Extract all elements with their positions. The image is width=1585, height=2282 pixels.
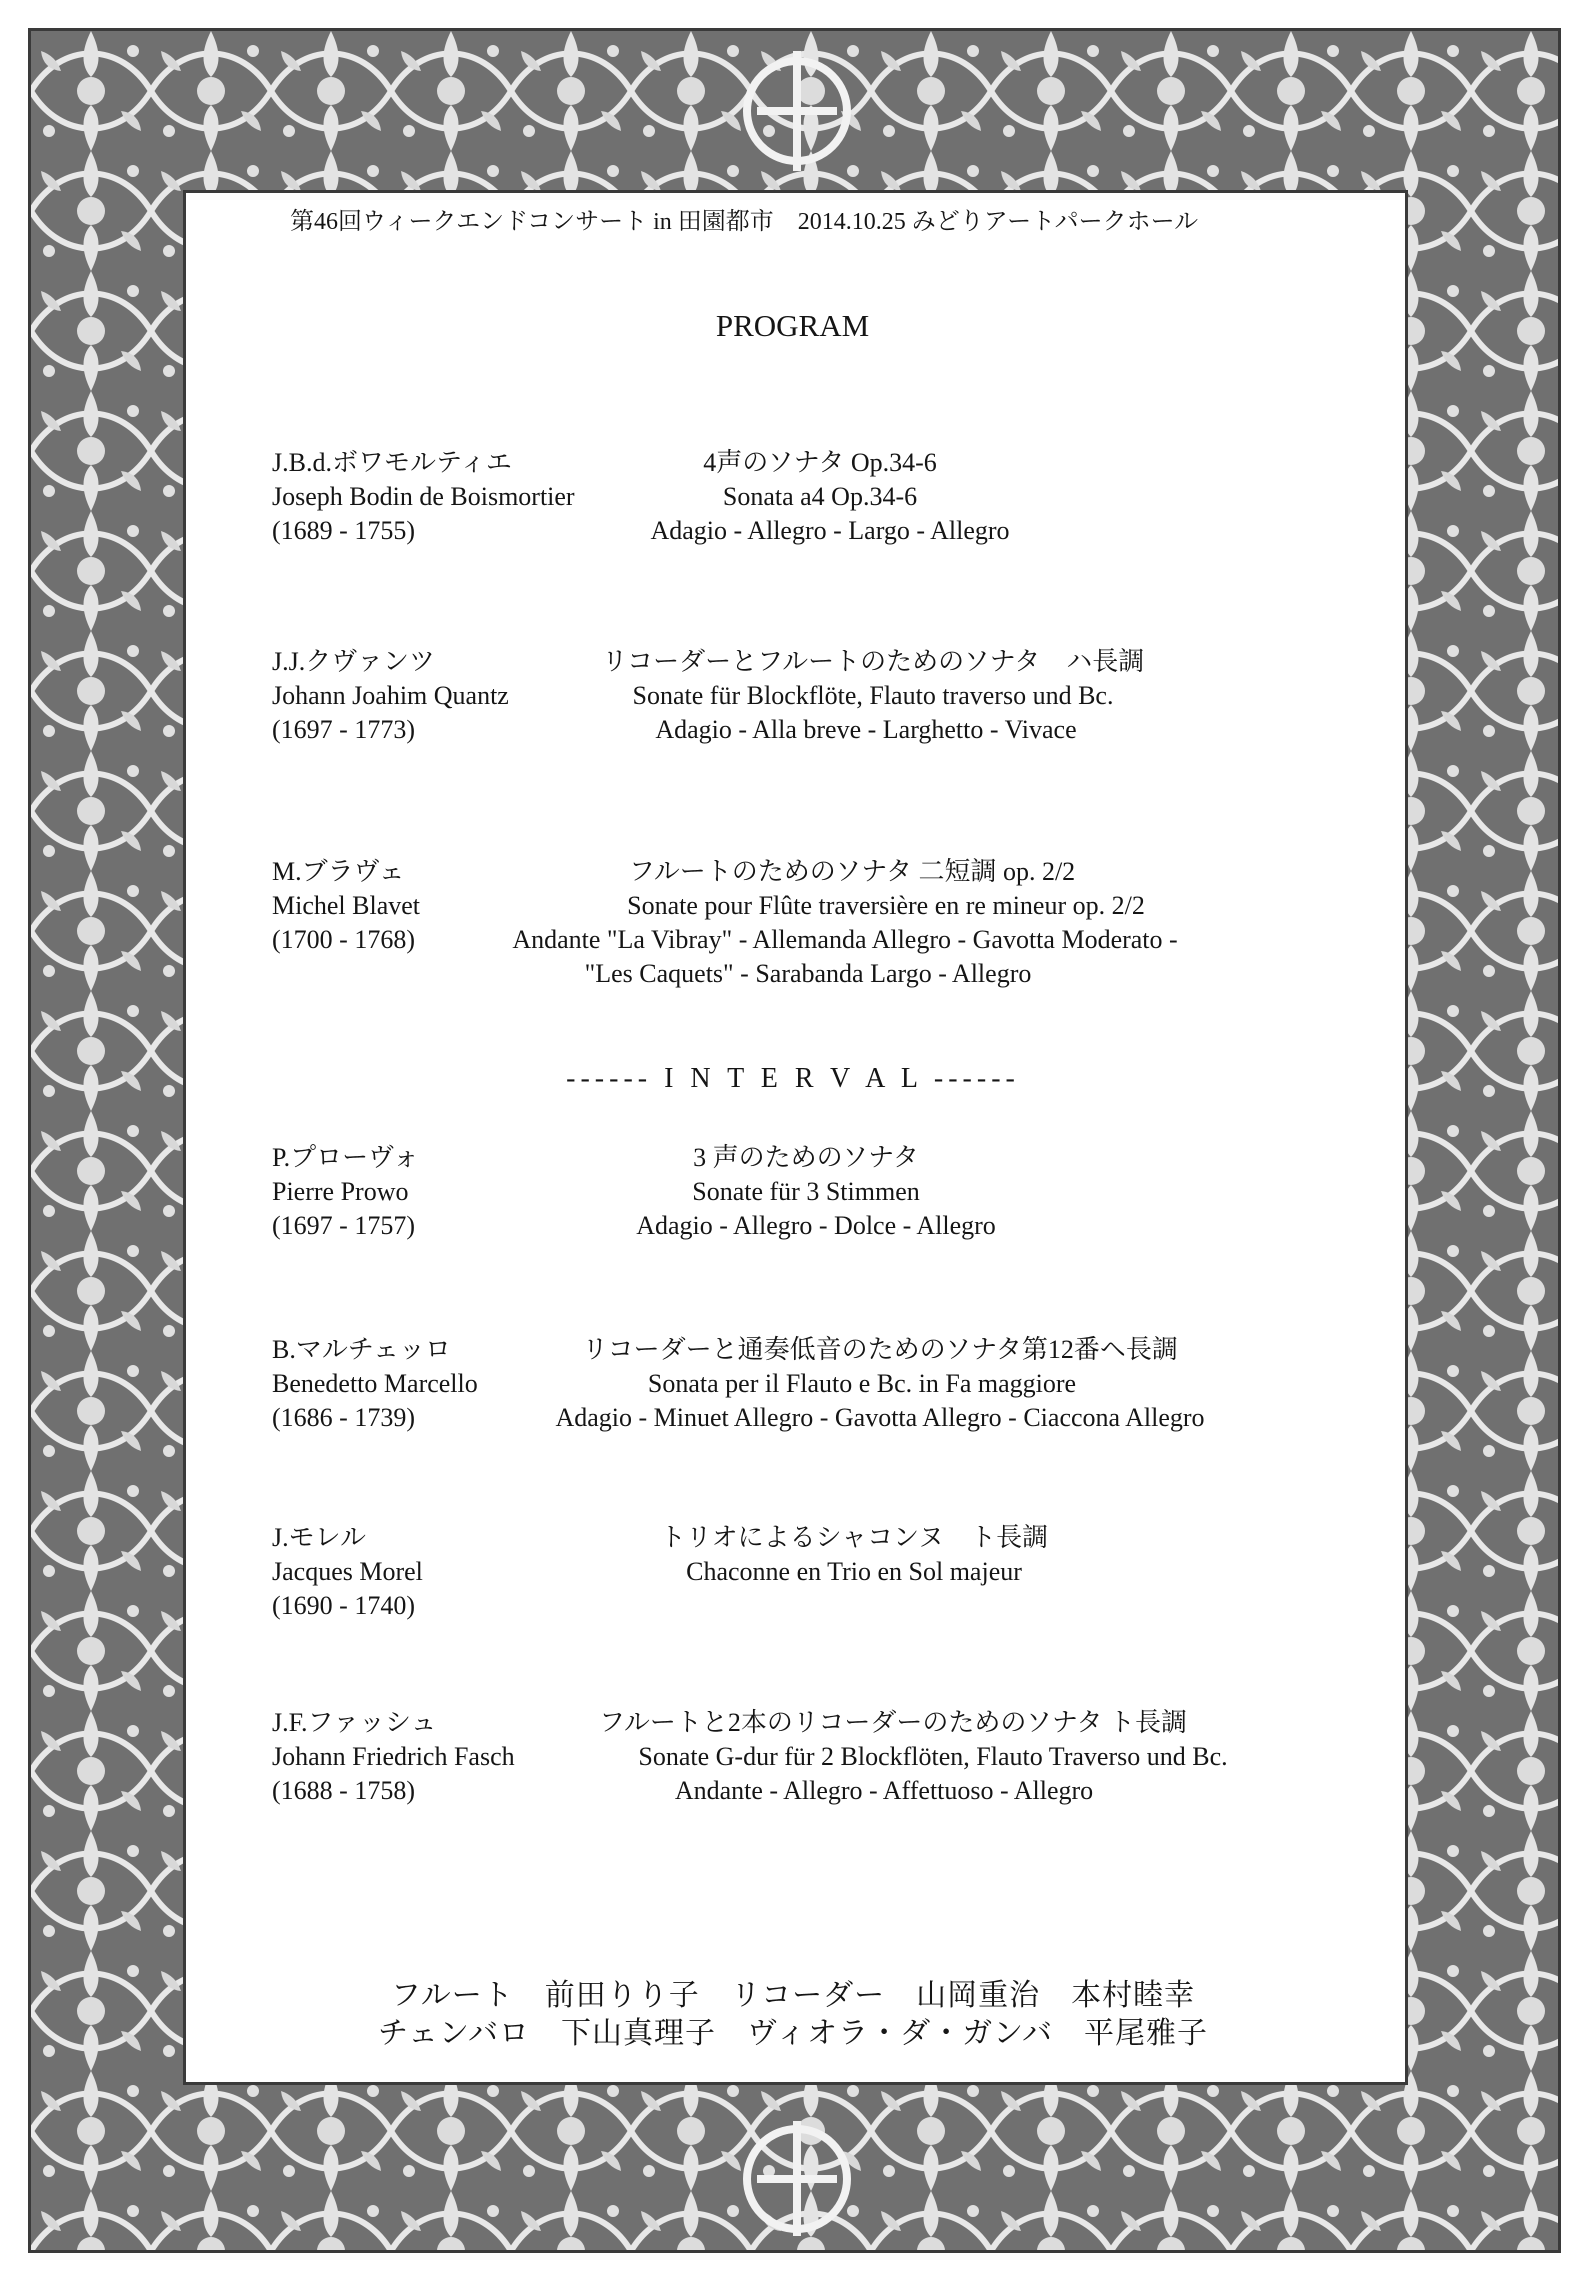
program-title: PROGRAM	[715, 308, 870, 343]
movements: Adagio - Allegro - Largo - Allegro	[650, 516, 1010, 545]
work-title: Sonata per il Flauto e Bc. in Fa maggiore	[647, 1369, 1077, 1398]
movements: Andante "La Vibray" - Allemanda Allegro - Gavotta Moderato -	[512, 925, 1178, 954]
work-title-jp: リコーダーとフルートのためのソナタ ハ長調	[601, 647, 1145, 676]
movements: Andante - Allegro - Affettuoso - Allegro	[674, 1776, 1094, 1805]
work-title: Sonate für Blockflöte, Flauto traverso und Bc.	[632, 681, 1114, 710]
movements: Adagio - Allegro - Dolce - Allegro	[636, 1211, 996, 1240]
composer-name-jp: J.J.クヴァンツ	[272, 647, 435, 676]
composer-years: (1689 - 1755)	[272, 516, 415, 545]
performers-line-1: フルート 前田りり子 リコーダー 山岡重治 本村睦幸	[390, 1979, 1196, 2012]
composer-years: (1688 - 1758)	[272, 1776, 415, 1805]
composer-name-jp: M.ブラヴェ	[272, 857, 405, 886]
composer-years: (1700 - 1768)	[272, 925, 415, 954]
composer-name: Michel Blavet	[272, 891, 421, 920]
work-title-jp: フルートのためのソナタ 二短調 op. 2/2	[628, 857, 1076, 886]
composer-name-jp: J.B.d.ボワモルティエ	[272, 448, 512, 477]
work-title-jp: 4声のソナタ Op.34-6	[703, 448, 937, 477]
movements: Adagio - Minuet Allegro - Gavotta Allegro - Ciaccona Allegro	[555, 1403, 1205, 1432]
composer-name: Johann Friedrich Fasch	[272, 1742, 515, 1771]
composer-name-jp: J.F.ファッシュ	[272, 1708, 437, 1737]
movements: Adagio - Alla breve - Larghetto - Vivace	[655, 715, 1077, 744]
work-title: Sonate G-dur für 2 Blockflöten, Flauto Traverso und Bc.	[638, 1742, 1228, 1771]
work-title: Sonate pour Flûte traversière en re mineur op. 2/2	[627, 891, 1145, 920]
composer-name-jp: P.プローヴォ	[272, 1143, 420, 1172]
work-title-jp: フルートと2本のリコーダーのためのソナタ ト長調	[598, 1708, 1188, 1737]
composer-name: Pierre Prowo	[272, 1177, 409, 1206]
work-title: Sonata a4 Op.34-6	[722, 482, 918, 511]
composer-name: Johann Joahim Quantz	[272, 681, 509, 710]
composer-years: (1686 - 1739)	[272, 1403, 415, 1432]
composer-years: (1690 - 1740)	[272, 1591, 415, 1620]
composer-name-jp: J.モレル	[272, 1523, 366, 1552]
interval-divider: ------ I N T E R V A L ------	[566, 1063, 1020, 1094]
bottom-cross-ornament	[747, 2121, 847, 2236]
work-title: Chaconne en Trio en Sol majeur	[686, 1557, 1022, 1586]
composer-name: Jacques Morel	[272, 1557, 423, 1586]
composer-name-jp: B.マルチェッロ	[272, 1335, 452, 1364]
performers-line-2: チェンバロ 下山真理子 ヴィオラ・ダ・ガンバ 平尾雅子	[377, 2017, 1209, 2050]
concert-header: 第46回ウィークエンドコンサート in 田園都市 2014.10.25 みどりアートパークホール	[290, 209, 1199, 235]
composer-name: Joseph Bodin de Boismortier	[272, 482, 575, 511]
work-title-jp: トリオによるシャコンヌ ト長調	[659, 1523, 1049, 1552]
composer-years: (1697 - 1773)	[272, 715, 415, 744]
movements-continued: "Les Caquets" - Sarabanda Largo - Allegro	[584, 959, 1032, 988]
work-title-jp: 3 声のためのソナタ	[693, 1143, 919, 1172]
work-title: Sonate für 3 Stimmen	[692, 1177, 920, 1206]
work-title-jp: リコーダーと通奏低音のためのソナタ第12番ヘ長調	[582, 1335, 1178, 1364]
composer-years: (1697 - 1757)	[272, 1211, 415, 1240]
composer-name: Benedetto Marcello	[272, 1369, 478, 1398]
